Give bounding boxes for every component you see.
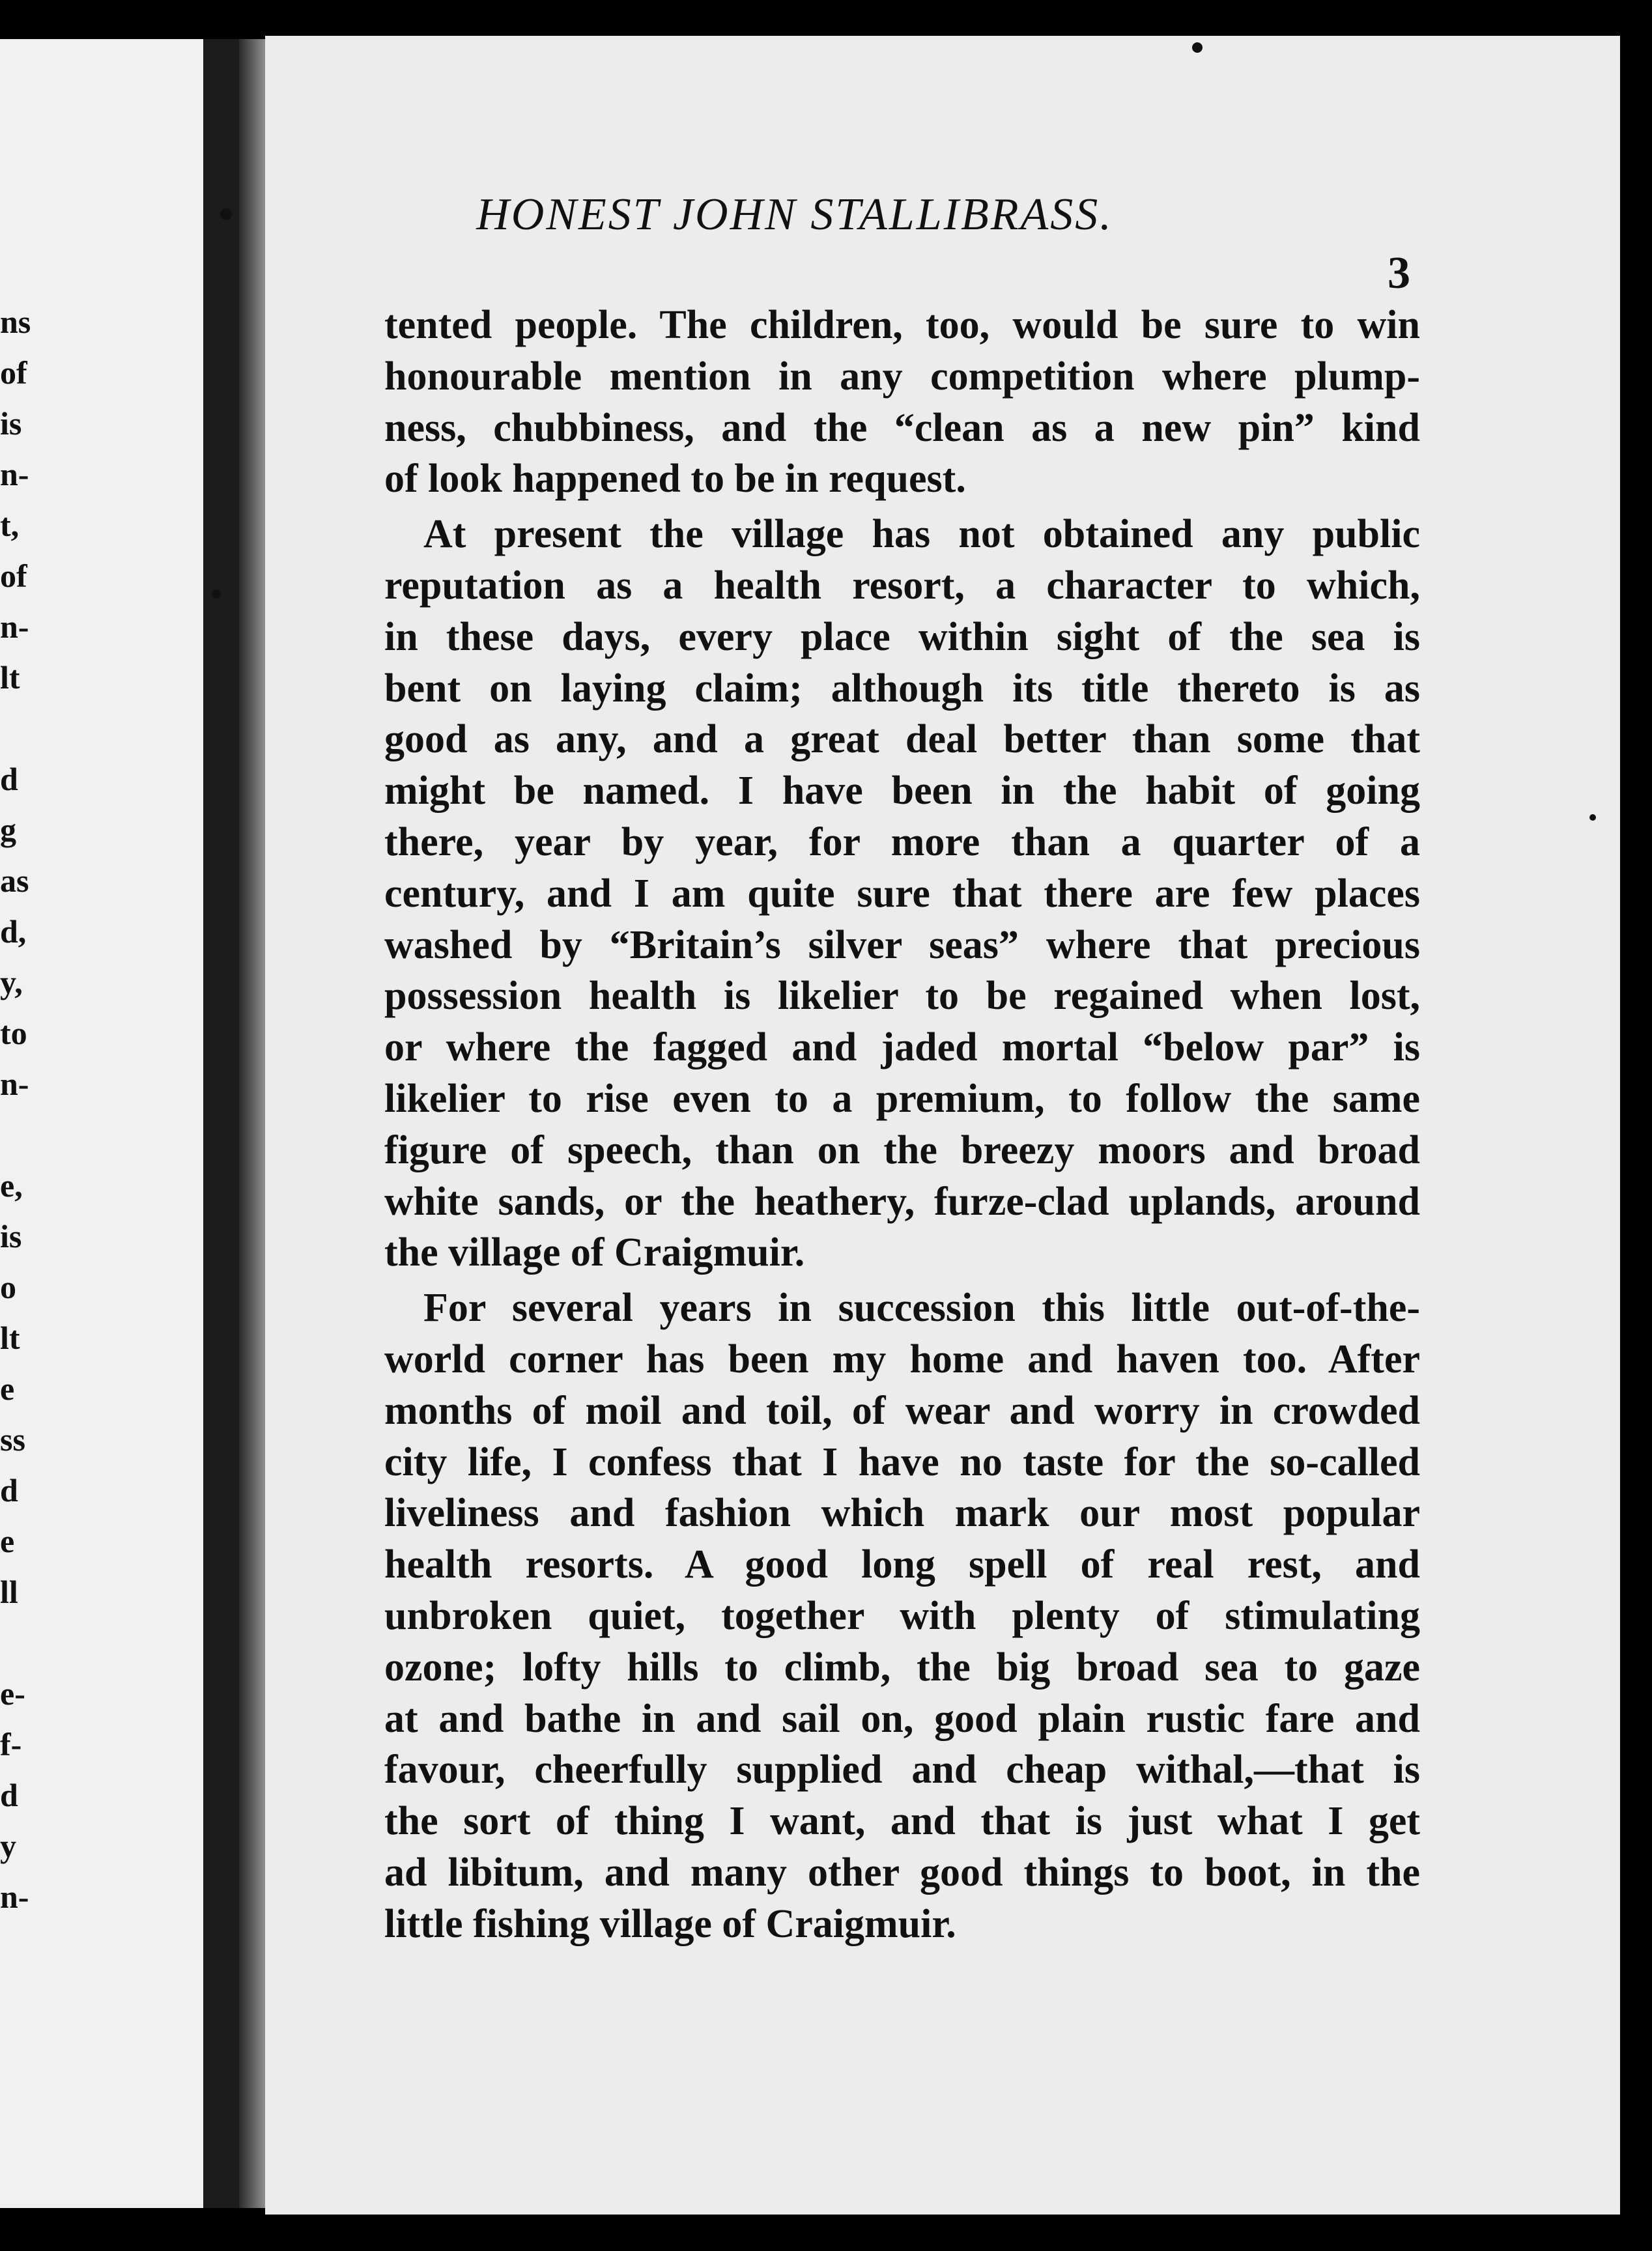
text-line: likelier to rise even to a premium, to follow the same [384,1076,1420,1121]
left-page-fragment: ss [0,1421,25,1458]
left-page-fragment: ll [0,1574,18,1610]
text-line: unbroken quiet, together with plenty of stimulating [384,1593,1420,1638]
text-line: city life, I confess that I have no taste for the so-called [384,1439,1420,1484]
text-line: at and bathe in and sail on, good plain rustic fare and [384,1696,1420,1741]
left-page-fragment: n- [0,1878,29,1915]
text-line: bent on laying claim; although its title thereto is as [384,666,1420,711]
left-page-fragment: n- [0,1066,29,1102]
paragraph-2 [384,509,1420,1279]
page-number: 3 [1388,248,1410,298]
text-line: months of moil and toil, of wear and worry in crowded [384,1388,1420,1433]
text-line: tented people. The children, too, would be sure to win [384,303,1420,347]
text-line: honourable mention in any competition where plump- [384,354,1420,399]
left-page-fragment: d [0,761,18,797]
left-page-fragment: y [0,1828,16,1864]
text-line: the village of Craigmuir. [384,1230,805,1275]
left-page-fragment: e, [0,1167,23,1204]
left-page-fragment: e [0,1370,15,1407]
left-page-fragment: of [0,558,27,594]
text-line: little fishing village of Craigmuir. [384,1901,956,1946]
left-page-fragment: n- [0,456,29,492]
paragraph-1 [384,300,1420,505]
left-page-fragment: d, [0,913,27,950]
scan-speck [1589,814,1596,821]
scan-speck [1192,42,1203,53]
text-line: century, and I am quite sure that there are few places [384,871,1420,916]
text-line: of look happened to be in request. [384,457,966,502]
text-line: or where the fagged and jaded mortal “below par” is [384,1025,1420,1070]
left-page-fragment: d [0,1777,18,1813]
text-line: in these days, every place within sight of the sea is [384,614,1420,659]
text-line: the sort of thing I want, and that is just what I get [384,1799,1420,1844]
text-line: ad libitum, and many other good things to boot, in the [384,1850,1420,1895]
text-line: reputation as a health resort, a character to which, [384,563,1420,608]
left-page-fragment: g [0,812,16,848]
book-gutter-gradient [239,39,265,2208]
left-page-fragment: ns [0,304,31,340]
text-line: world corner has been my home and haven too. After [384,1337,1420,1381]
scan-speck [220,208,232,220]
left-page-fragment: d [0,1472,18,1508]
paragraph-3 [384,1282,1420,1949]
left-page-fragment: f- [0,1726,22,1763]
text-line: white sands, or the heathery, furze-clad uplands, around [384,1179,1420,1224]
text-line: liveliness and fashion which mark our most popular [384,1491,1420,1536]
left-page-fragment: of [0,354,27,391]
text-line: health resorts. A good long spell of real rest, and [384,1542,1420,1587]
left-page-fragment: o [0,1269,16,1305]
text-line: there, year by year, for more than a quarter of a [384,819,1420,864]
left-page-fragment: is [0,405,22,442]
text-line: ozone; lofty hills to climb, the big broad sea to gaze [384,1645,1420,1690]
text-line: possession health is likelier to be regained when lost, [384,974,1420,1019]
scan-speck [212,589,221,599]
text-line: For several years in succession this little out-of-the- [423,1286,1420,1331]
left-page-fragment: is [0,1218,22,1254]
left-page-fragment: e [0,1523,15,1559]
text-line: good as any, and a great deal better than some that [384,717,1420,762]
left-page-fragment: as [0,862,29,899]
left-page-fragment: lt [0,1320,20,1356]
book-gutter-shadow [203,39,239,2208]
left-page-fragment: n- [0,608,29,645]
text-line: At present the village has not obtained any public [423,512,1420,557]
running-header: HONEST JOHN STALLIBRASS. [476,190,1113,240]
text-line: figure of speech, than on the breezy moors and broad [384,1127,1420,1172]
left-page-fragment: lt [0,659,20,696]
text-line: ness, chubbiness, and the “clean as a new pin” kind [384,405,1420,450]
text-line: washed by “Britain’s silver seas” where that precious [384,922,1420,967]
left-page-edge [0,39,203,2208]
left-page-fragment: y, [0,964,23,1000]
left-page-fragment: e- [0,1675,25,1712]
text-line: might be named. I have been in the habit of going [384,769,1420,814]
left-page-fragment: to [0,1015,27,1051]
left-page-fragment: t, [0,507,20,543]
body-text [384,300,1420,1950]
text-line: favour, cheerfully supplied and cheap withal,—that is [384,1748,1420,1792]
